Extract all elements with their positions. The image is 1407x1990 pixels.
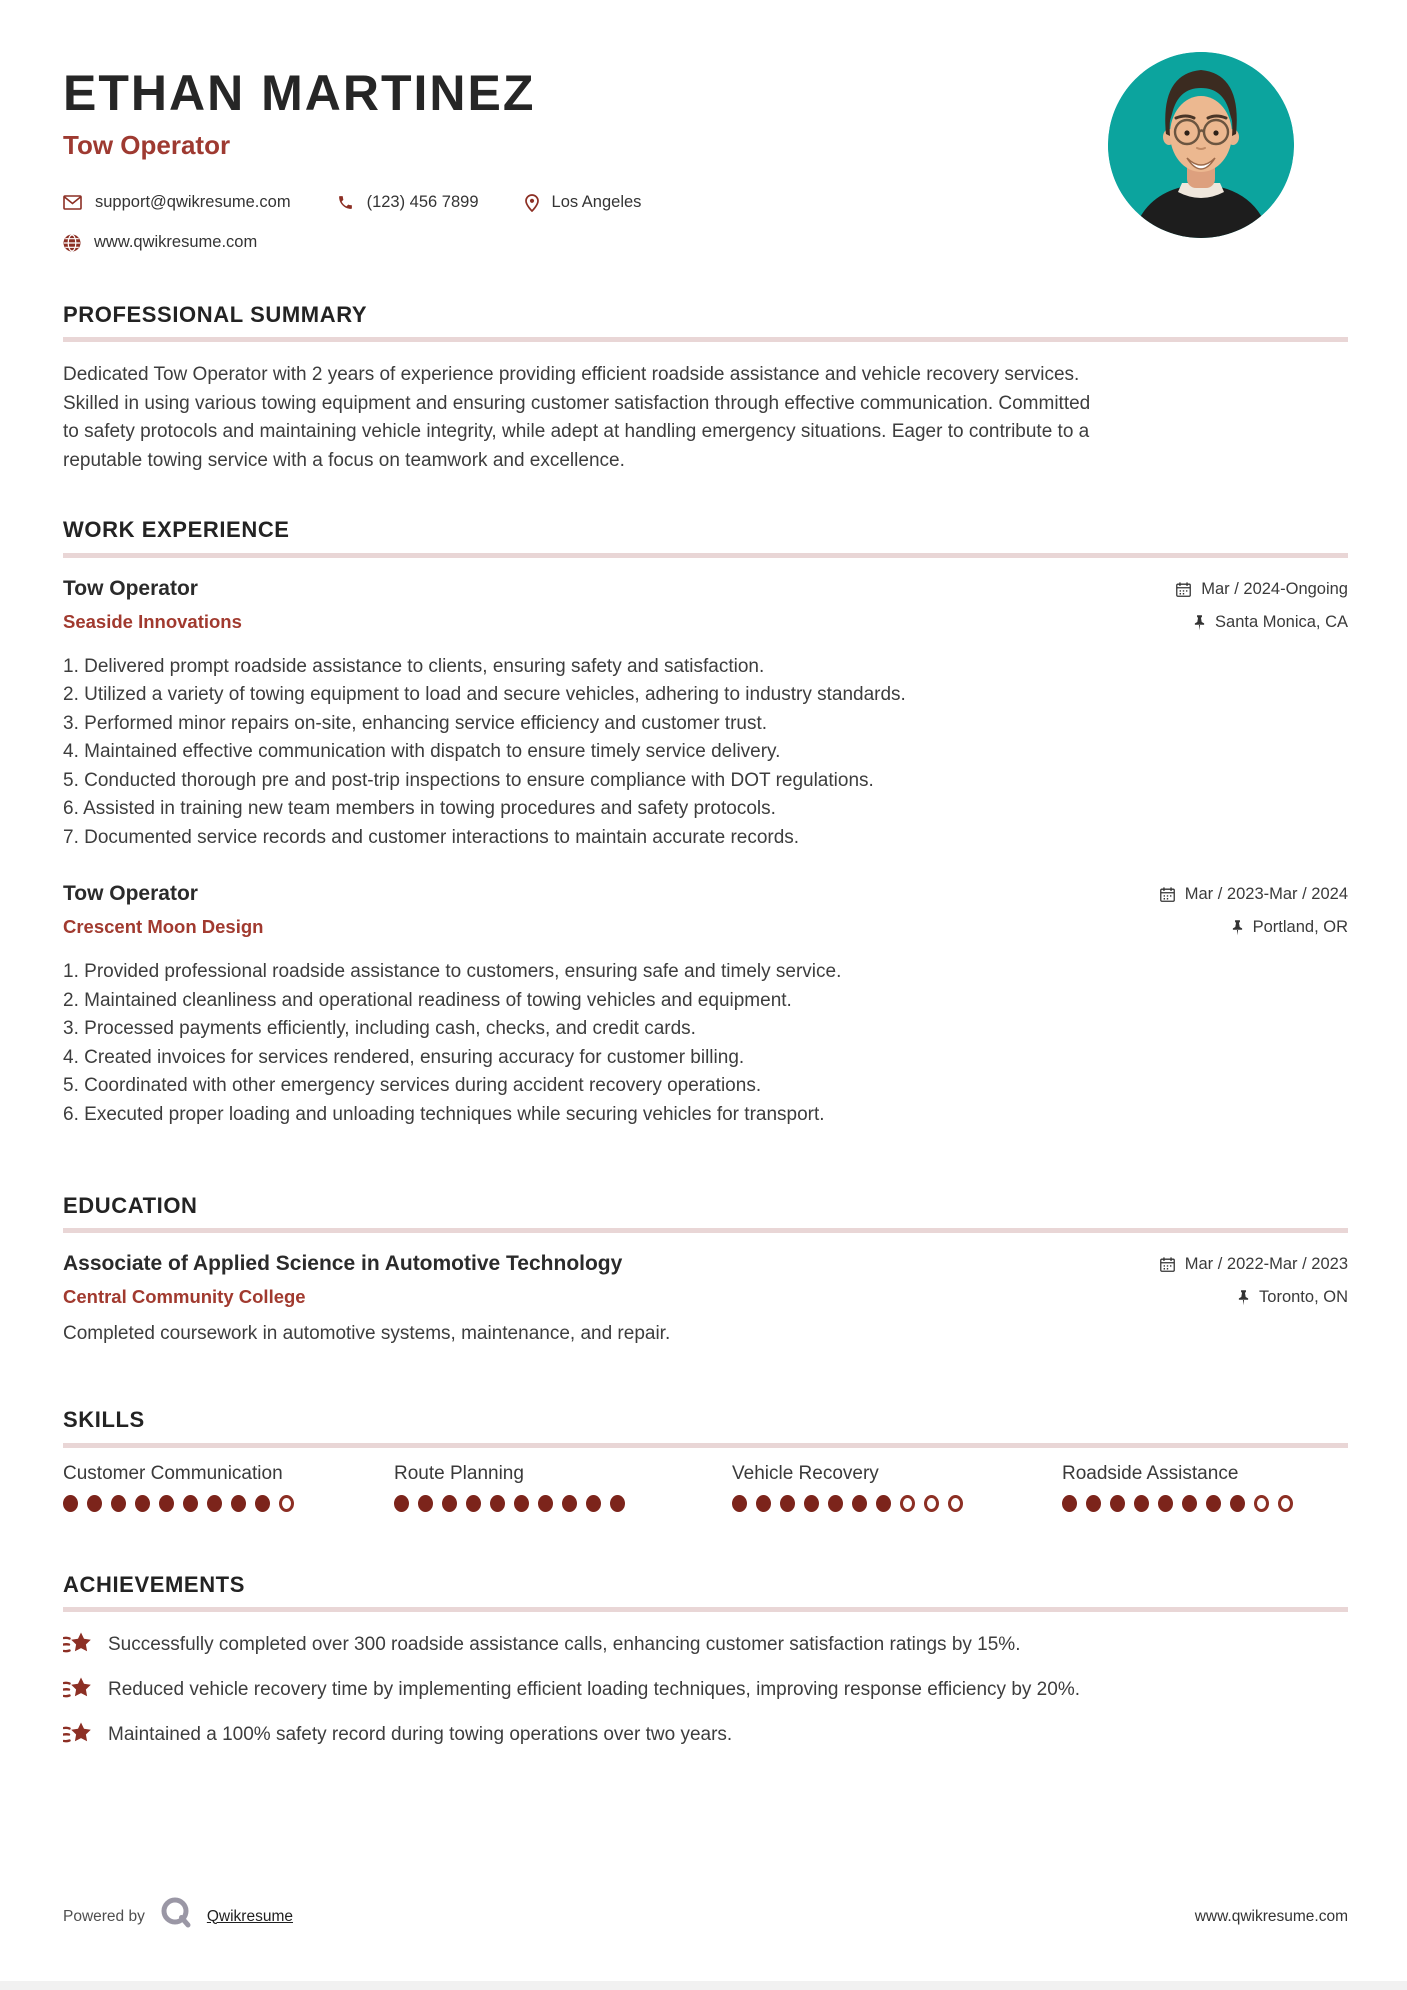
footer [63,1896,1348,1937]
rating-dot-filled [1206,1495,1221,1512]
job-location-2 [1231,918,1348,937]
achievement-text: Successfully completed over 300 roadside assistance calls, enhancing customer satisfaction ratings by 15%. [108,1633,1021,1655]
bullet: Processed payments efficiently, including cash, checks, and credit cards. [84,1018,696,1040]
website-item[interactable] [63,233,257,252]
achievements-list [63,1631,1348,1748]
rating-dot-filled [562,1495,577,1512]
summary-text: Dedicated Tow Operator with 2 years of experience providing efficient roadside assistance and vehicle recovery services. Skilled in using various towing equipment and ensuring customer satisfaction through effective communication. Committed to safety protocols and maintaining vehicle integrity, while adept at handling emergency situations. Eager to contribute to a reputable towing service with a focus on teamwork and excellence. [63,364,1091,471]
education-dates [1159,1255,1348,1274]
email-icon [63,195,82,210]
rating-dot-filled [804,1495,819,1512]
rating-dot-filled [732,1495,747,1512]
education-dates-text: Mar / 2022-Mar / 2023 [1184,1255,1348,1274]
job-company-1: Seaside Innovations [63,610,242,632]
section-divider [63,337,1348,342]
rating-dot-filled [1062,1495,1077,1512]
rating-dot-empty [1254,1495,1269,1512]
education-degree: Associate of Applied Science in Automotive Technology [63,1252,623,1276]
globe-icon [63,234,81,252]
rating-dot-filled [586,1495,601,1512]
job-entry-header [63,882,1348,938]
skill-rating-dots [63,1495,394,1512]
pushpin-icon [1193,614,1206,631]
footer-branding [63,1896,293,1937]
rating-dot-filled [610,1495,625,1512]
award-star-icon [63,1721,93,1748]
education-entry-header [63,1252,1348,1308]
bullet: Documented service records and customer interactions to maintain accurate records. [84,826,800,848]
rating-dot-filled [828,1495,843,1512]
skill-item [1062,1463,1348,1512]
skill-item [394,1463,732,1512]
rating-dot-filled [207,1495,222,1512]
rating-dot-filled [466,1495,481,1512]
rating-dot-filled [87,1495,102,1512]
rating-dot-empty [1278,1495,1293,1512]
rating-dot-filled [490,1495,505,1512]
rating-dot-filled [231,1495,246,1512]
skills-heading: SKILLS [63,1407,145,1433]
calendar-icon [1159,1256,1176,1273]
section-education [63,1193,1348,1345]
award-star-icon [63,1631,93,1658]
job-entry-header [63,577,1348,633]
job-location-text: Santa Monica, CA [1215,612,1348,631]
job-dates-2 [1159,885,1348,904]
rating-dot-filled [63,1495,78,1512]
achievement-text: Maintained a 100% safety record during towing operations over two years. [108,1723,733,1745]
rating-dot-filled [1134,1495,1149,1512]
education-heading: EDUCATION [63,1193,198,1219]
education-location-text: Toronto, ON [1259,1288,1348,1307]
section-summary [63,302,1348,475]
bullet: Created invoices for services rendered, ensuring accuracy for customer billing. [84,1046,745,1068]
avatar [1108,52,1294,238]
rating-dot-filled [442,1495,457,1512]
website-text: www.qwikresume.com [94,233,258,251]
section-achievements [63,1572,1348,1748]
header [63,0,1348,252]
education-entry-left [63,1252,622,1308]
page-bottom-strip [0,1981,1407,1990]
rating-dot-filled [1158,1495,1173,1512]
location-pin-icon [525,194,539,212]
skill-rating-dots [732,1495,1062,1512]
achievement-item [63,1676,1348,1703]
pushpin-icon [1231,919,1244,936]
footer-website[interactable]: www.qwikresume.com [1194,1907,1348,1925]
phone-icon [337,194,354,211]
job-dates-1 [1175,580,1348,599]
summary-heading: PROFESSIONAL SUMMARY [63,302,368,327]
rating-dot-filled [852,1495,867,1512]
rating-dot-filled [1182,1495,1197,1512]
award-star-icon [63,1676,93,1703]
candidate-name: ETHAN MARTINEZ [63,65,536,121]
rating-dot-filled [1086,1495,1101,1512]
bullet: Performed minor repairs on-site, enhancing service efficiency and customer trust. [84,712,768,734]
section-divider [63,1228,1348,1233]
rating-dot-filled [756,1495,771,1512]
bullet: Utilized a variety of towing equipment to load and secure vehicles, adhering to industry standards. [84,684,906,706]
education-location [1237,1288,1348,1307]
rating-dot-filled [1230,1495,1245,1512]
rating-dot-filled [538,1495,553,1512]
bullet: Provided professional roadside assistance to customers, ensuring safe and timely service. [84,961,842,983]
achievement-text: Reduced vehicle recovery time by implementing efficient loading techniques, improving response efficiency by 20%. [108,1678,1080,1700]
education-school: Central Community College [63,1286,306,1308]
rating-dot-empty [924,1495,939,1512]
rating-dot-empty [279,1495,294,1512]
rating-dot-filled [418,1495,433,1512]
job-company-2: Crescent Moon Design [63,916,264,938]
profile-photo [1108,52,1294,238]
bullet: Delivered prompt roadside assistance to clients, ensuring safety and satisfaction. [84,655,765,677]
section-skills [63,1407,1348,1511]
rating-dot-filled [514,1495,529,1512]
rating-dot-empty [948,1495,963,1512]
job-bullets-2 [63,958,1348,1129]
job-entry-left [63,882,263,938]
section-divider [63,1607,1348,1612]
work-heading: WORK EXPERIENCE [63,517,290,543]
bullet: Maintained effective communication with dispatch to ensure timely service delivery. [84,741,781,763]
skills-grid [63,1463,1348,1512]
rating-dot-filled [780,1495,795,1512]
bullet: Coordinated with other emergency services during accident recovery operations. [84,1075,762,1097]
achievement-item [63,1631,1348,1658]
email-item[interactable] [63,193,291,212]
skill-name: Roadside Assistance [1062,1462,1239,1484]
skill-item [732,1463,1062,1512]
rating-dot-filled [135,1495,150,1512]
rating-dot-filled [876,1495,891,1512]
rating-dot-filled [1110,1495,1125,1512]
qwikresume-link[interactable]: Qwikresume [206,1907,293,1925]
bullet: Executed proper loading and unloading techniques while securing vehicles for transport. [84,1103,825,1125]
phone-text: (123) 456 7899 [366,193,479,211]
job-location-1 [1193,613,1348,632]
contact-row-website [63,233,1348,252]
job-title-2: Tow Operator [63,882,198,906]
job-dates-text: Mar / 2023-Mar / 2024 [1184,885,1348,904]
education-entry-right [1159,1252,1348,1308]
skill-rating-dots [394,1495,732,1512]
rating-dot-filled [159,1495,174,1512]
skill-name: Route Planning [394,1462,524,1484]
calendar-icon [1159,886,1176,903]
calendar-icon [1175,581,1192,598]
qwikresume-logo-icon [159,1896,195,1937]
achievement-item [63,1721,1348,1748]
location-item [525,193,642,212]
section-divider [63,553,1348,558]
job-bullets-1 [63,653,1348,853]
job-dates-text: Mar / 2024-Ongoing [1201,579,1348,598]
skill-item [63,1463,394,1512]
powered-by-label: Powered by [63,1907,145,1925]
rating-dot-filled [111,1495,126,1512]
section-work-experience [63,517,1348,1129]
job-location-text: Portland, OR [1252,918,1348,937]
education-description: Completed coursework in automotive systems, maintenance, and repair. [63,1323,671,1345]
job-title-1: Tow Operator [63,576,198,600]
job-entry-right [1159,882,1348,938]
skill-rating-dots [1062,1495,1348,1512]
job-entry-right [1175,577,1348,633]
bullet: Conducted thorough pre and post-trip inspections to ensure compliance with DOT regulations. [84,769,874,791]
candidate-job-title: Tow Operator [63,130,231,160]
rating-dot-empty [900,1495,915,1512]
job-entry-left [63,577,242,633]
email-text: support@qwikresume.com [95,193,291,211]
rating-dot-filled [255,1495,270,1512]
bullet: Assisted in training new team members in towing procedures and safety protocols. [83,798,776,820]
bullet: Maintained cleanliness and operational readiness of towing vehicles and equipment. [84,989,792,1011]
rating-dot-filled [183,1495,198,1512]
skill-name: Customer Communication [63,1462,283,1484]
skill-name: Vehicle Recovery [732,1462,879,1484]
rating-dot-filled [394,1495,409,1512]
section-divider [63,1443,1348,1448]
location-text: Los Angeles [551,193,642,211]
phone-item[interactable] [337,193,479,212]
pushpin-icon [1237,1289,1250,1306]
achievements-heading: ACHIEVEMENTS [63,1571,245,1597]
